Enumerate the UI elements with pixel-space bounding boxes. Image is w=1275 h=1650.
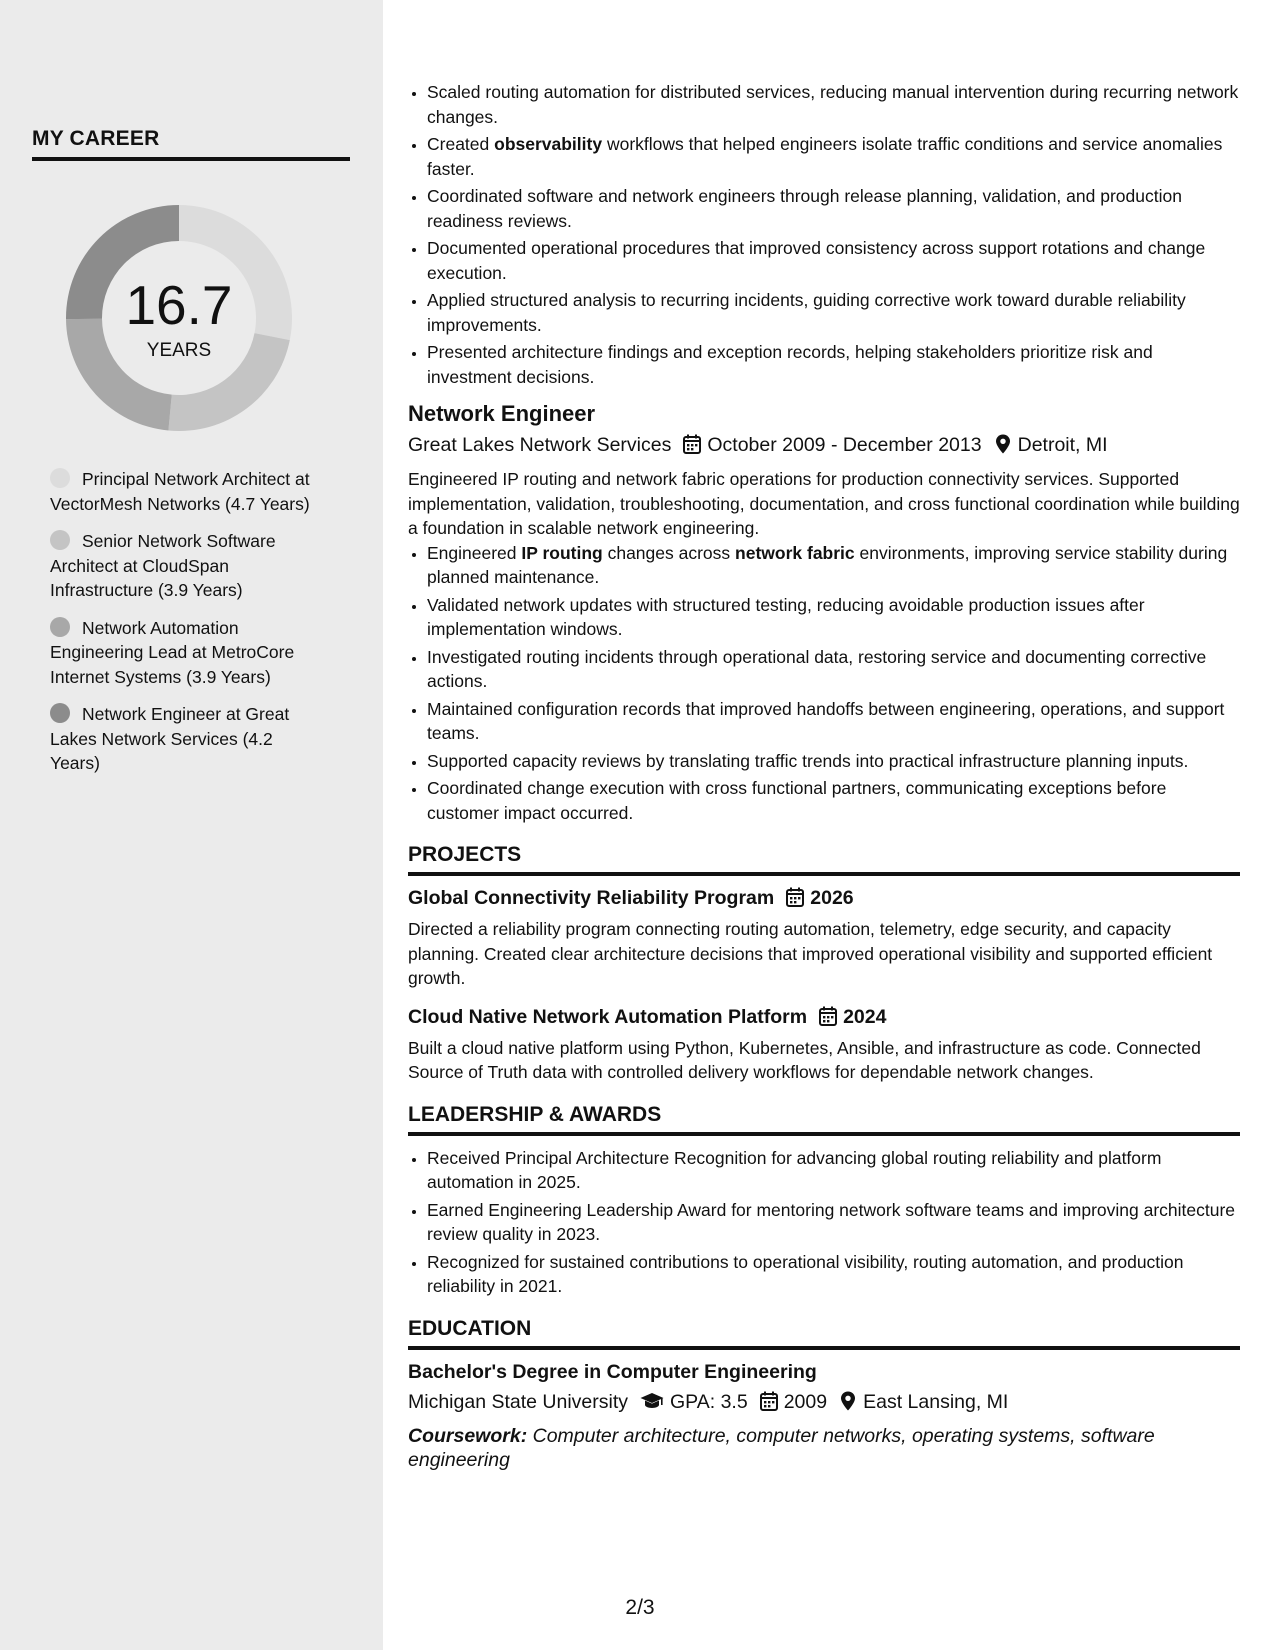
legend-dot [50,703,70,723]
map-pin-icon [994,433,1012,463]
list-item: • Engineered IP routing changes across network fabric environments, improving service stability during planned maintenance. [427,541,1240,590]
list-item: • Documented operational procedures that improved consistency across support rotations and change execution. [427,236,1240,285]
awards-section-title: LEADERSHIP & AWARDS [408,1101,1240,1136]
role-dates: October 2009 - December 2013 [707,434,982,456]
coursework-text: Computer architecture, computer networks, operating systems, software engineering [408,1424,1155,1471]
project-year: 2026 [810,887,854,909]
list-item: • Scaled routing automation for distributed services, reducing manual intervention during recurring network changes. [427,80,1240,129]
gpa: GPA: 3.5 [670,1390,748,1413]
total-years-value: 16.7 [125,274,233,336]
project-name: Cloud Native Network Automation Platform [408,1005,808,1028]
project-year: 2024 [843,1005,887,1028]
list-item: • Validated network updates with structured testing, reducing avoidable production issues after implementation windows. [427,593,1240,642]
list-item: • Applied structured analysis to recurring incidents, guiding corrective work toward durable reliability improvements. [427,288,1240,337]
education-meta [408,1387,1240,1420]
project-title [408,884,1240,915]
list-item: • Created observability workflows that helped engineers isolate traffic conditions and service anomalies faster. [427,132,1240,181]
degree-title: Bachelor's Degree in Computer Engineering [408,1360,817,1383]
list-item: • Maintained configuration records that improved handoffs between engineering, operations, and support teams. [427,697,1240,746]
graduation-year: 2009 [783,1390,828,1413]
calendar-icon [760,1390,778,1420]
coursework [408,1424,1240,1473]
calendar-icon [819,1006,837,1034]
list-item: • Supported capacity reviews by translating traffic trends into practical infrastructure planning inputs. [427,749,1240,774]
list-item: • Earned Engineering Leadership Award for mentoring network software teams and improving architecture review quality in 2023. [427,1198,1240,1247]
list-item: • Received Principal Architecture Recognition for advancing global routing reliability and platform automation in 2025. [427,1146,1240,1195]
main-content [408,80,1240,1473]
list-item: • Coordinated change execution with cross functional partners, communicating exceptions before customer impact occurred. [427,776,1240,825]
calendar-icon [786,887,804,915]
coursework-label: Coursework: [408,1424,528,1447]
graduation-cap-icon [640,1390,664,1420]
company-name: Great Lakes Network Services [408,434,672,456]
total-years-unit: YEARS [146,340,212,361]
legend-label: Principal Network Architect at VectorMesh Networks (4.7 Years) [50,469,310,514]
legend-label: Network Automation Engineering Lead at MetroCore Internet Systems (3.9 Years) [50,617,295,687]
school-name: Michigan State University [408,1390,629,1413]
awards-list [408,1146,1240,1299]
legend-item [50,616,325,690]
legend-dot [50,530,70,550]
page-number: 2/3 [625,1596,655,1619]
experience-bullets-continued [408,80,1240,389]
project-title [408,1003,1240,1034]
legend-dot [50,617,70,637]
list-item: • Coordinated software and network engineers through release planning, validation, and production readiness reviews. [427,184,1240,233]
project-name: Global Connectivity Reliability Program [408,887,775,909]
list-item: • Investigated routing incidents through operational data, restoring service and documenting corrective actions. [427,645,1240,694]
career-legend [50,467,325,789]
projects-section-title: PROJECTS [408,841,1240,876]
role-description: Engineered IP routing and network fabric operations for production connectivity services. Supported implementation, validation, troubleshooting, documentation, and cross functional coordination while building a foundation in scalable network engineering. [408,469,1240,538]
legend-dot [50,468,70,488]
list-item: • Recognized for sustained contributions to operational visibility, routing automation, and production reliability in 2021. [427,1250,1240,1299]
map-pin-icon [839,1390,857,1420]
education-section-title: EDUCATION [408,1315,1240,1350]
role-title: Network Engineer [408,401,596,426]
project-description: Directed a reliability program connecting routing automation, telemetry, edge security, and capacity planning. Created clear architecture decisions that improved operational visibility and supported efficient growth. [408,919,1213,988]
legend-label: Senior Network Software Architect at CloudSpan Infrastructure (3.9 Years) [50,531,276,600]
school-location: East Lansing, MI [863,1390,1009,1413]
legend-item [50,529,325,603]
list-item: • Presented architecture findings and exception records, helping stakeholders prioritize risk and investment decisions. [427,340,1240,389]
legend-item [50,467,325,516]
legend-label: Network Engineer at Great Lakes Network Services (4.2 Years) [50,704,290,773]
sidebar [0,0,383,1650]
calendar-icon [683,433,701,463]
legend-item [50,702,325,776]
role-bullets [408,541,1240,826]
project-description: Built a cloud native platform using Python, Kubernetes, Ansible, and infrastructure as code. Connected Source of Truth data with controlled delivery workflows for dependable network changes. [408,1037,1201,1082]
role-meta [408,430,1240,463]
career-section-title: MY CAREER [32,127,350,161]
role-location: Detroit, MI [1017,434,1108,456]
